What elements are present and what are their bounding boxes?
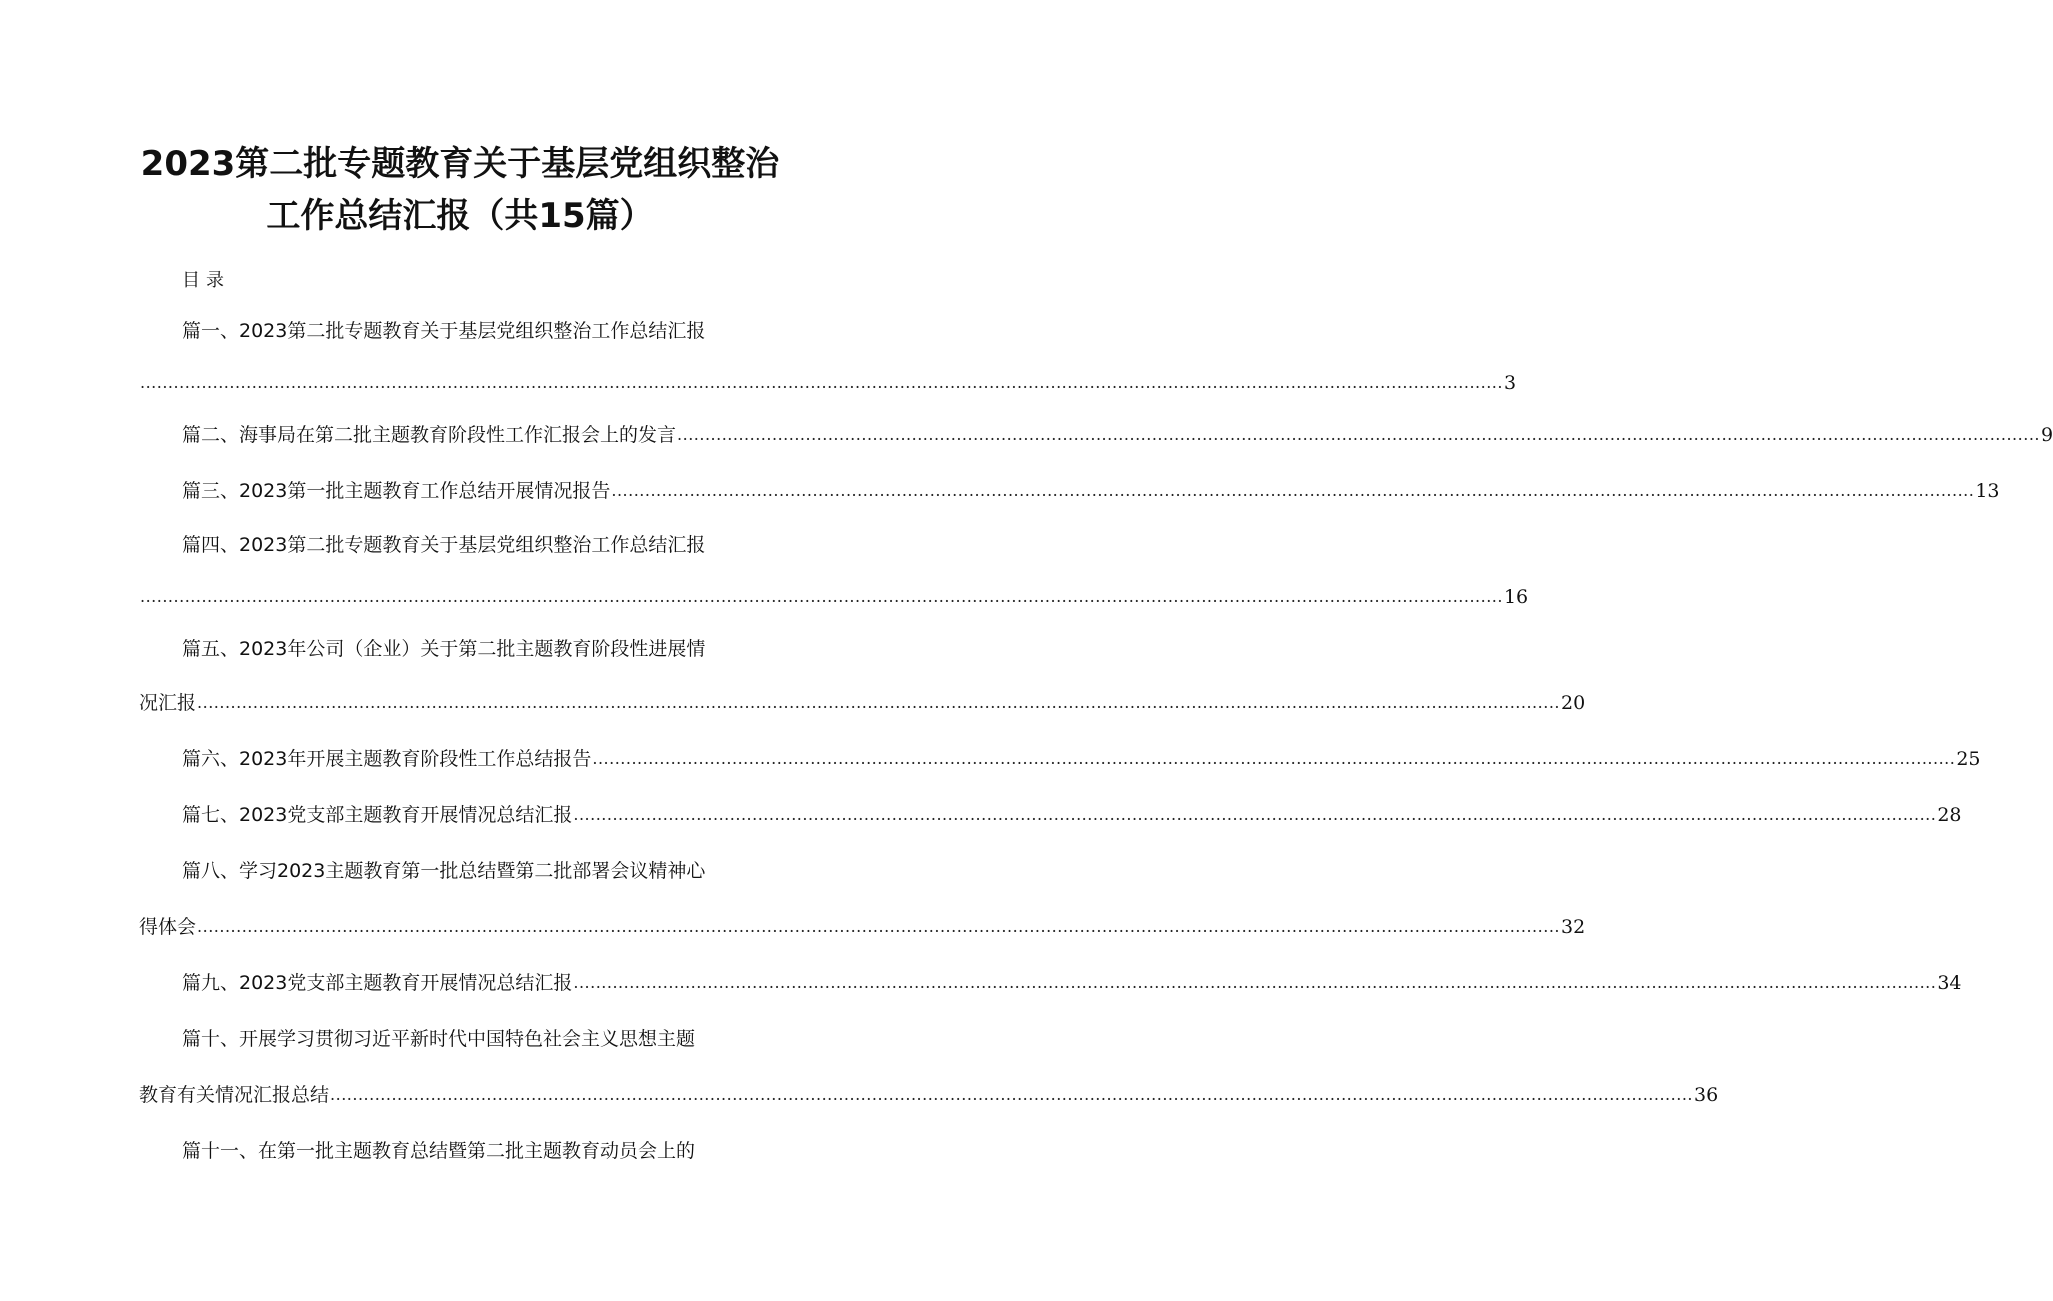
toc-page-number: 36 [1693,1084,1719,1106]
toc-dot-leader: .................................................................................................................................................................................................................................................... [197,693,1560,712]
toc-page-number: 16 [1503,586,1529,608]
toc-entry-text: 篇八、学习2023主题教育第一批总结暨第二批部署会议精神心 [182,860,706,882]
toc-page-number: 13 [1975,480,2000,502]
toc-entry-text: 篇六、2023年开展主题教育阶段性工作总结报告 [182,748,592,770]
toc-entry-8-continuation[interactable] [139,914,1586,940]
toc-entry-text: 篇十、开展学习贯彻习近平新时代中国特色社会主义思想主题 [182,1028,696,1050]
toc-entry-text: 篇七、2023党支部主题教育开展情况总结汇报 [182,804,573,826]
toc-entry-1-title[interactable] [182,318,742,344]
toc-entry-continuation-text: 教育有关情况汇报总结 [139,1084,330,1106]
toc-page-number: 20 [1560,692,1586,714]
toc-dot-leader: .................................................................................................................................................................................................................................................... [197,917,1560,936]
toc-dot-leader: .................................................................................................................................................................................................................................................... [592,749,1956,768]
toc-dot-leader: .................................................................................................................................................................................................................................................... [140,587,1503,606]
toc-dot-leader: .................................................................................................................................................................................................................................................... [677,425,2040,444]
toc-dot-leader: .................................................................................................................................................................................................................................................... [573,973,1937,992]
toc-entry-5-continuation[interactable] [139,690,1586,716]
toc-entry-11-title[interactable] [182,1138,742,1164]
toc-entry-2[interactable] [182,422,2053,448]
toc-dot-leader: .................................................................................................................................................................................................................................................... [611,481,1975,500]
toc-entry-7[interactable] [182,802,1962,828]
toc-entry-text: 篇四、2023第二批专题教育关于基层党组织整治工作总结汇报 [182,534,706,556]
toc-page-number: 32 [1560,916,1586,938]
toc-entry-text: 篇九、2023党支部主题教育开展情况总结汇报 [182,972,573,994]
toc-page-number: 25 [1956,748,1981,770]
toc-page-number: 9 [2040,424,2053,446]
toc-entry-text: 篇五、2023年公司（企业）关于第二批主题教育阶段性进展情 [182,638,706,660]
toc-page-number: 28 [1937,804,1962,826]
toc-entry-6[interactable] [182,746,1981,772]
toc-entry-3[interactable] [182,478,2000,504]
document-title-line-2: 工作总结汇报（共15篇） [266,196,654,236]
toc-entry-continuation-text: 况汇报 [139,692,197,714]
toc-entry-text: 篇一、2023第二批专题教育关于基层党组织整治工作总结汇报 [182,320,706,342]
toc-dot-leader: .................................................................................................................................................................................................................................................... [140,373,1503,392]
toc-page-number: 34 [1937,972,1962,994]
toc-entry-10-continuation[interactable] [139,1082,1719,1108]
toc-entry-1-leader[interactable] [139,370,1517,396]
toc-entry-text: 篇三、2023第一批主题教育工作总结开展情况报告 [182,480,611,502]
toc-entry-5-title[interactable] [182,636,742,662]
toc-page-number: 3 [1503,372,1517,394]
toc-entry-10-title[interactable] [182,1026,742,1052]
toc-entry-8-title[interactable] [182,858,742,884]
toc-entry-4-title[interactable] [182,532,742,558]
toc-entry-text: 篇十一、在第一批主题教育总结暨第二批主题教育动员会上的 [182,1140,696,1162]
toc-dot-leader: .................................................................................................................................................................................................................................................... [330,1085,1693,1104]
toc-entry-9[interactable] [182,970,1962,996]
toc-heading: 目录 [182,270,230,291]
toc-entry-continuation-text: 得体会 [139,916,197,938]
document-title-line-1: 2023第二批专题教育关于基层党组织整治 [140,144,780,184]
toc-entry-4-leader[interactable] [139,584,1529,610]
toc-entry-text: 篇二、海事局在第二批主题教育阶段性工作汇报会上的发言 [182,424,677,446]
toc-dot-leader: .................................................................................................................................................................................................................................................... [573,805,1937,824]
